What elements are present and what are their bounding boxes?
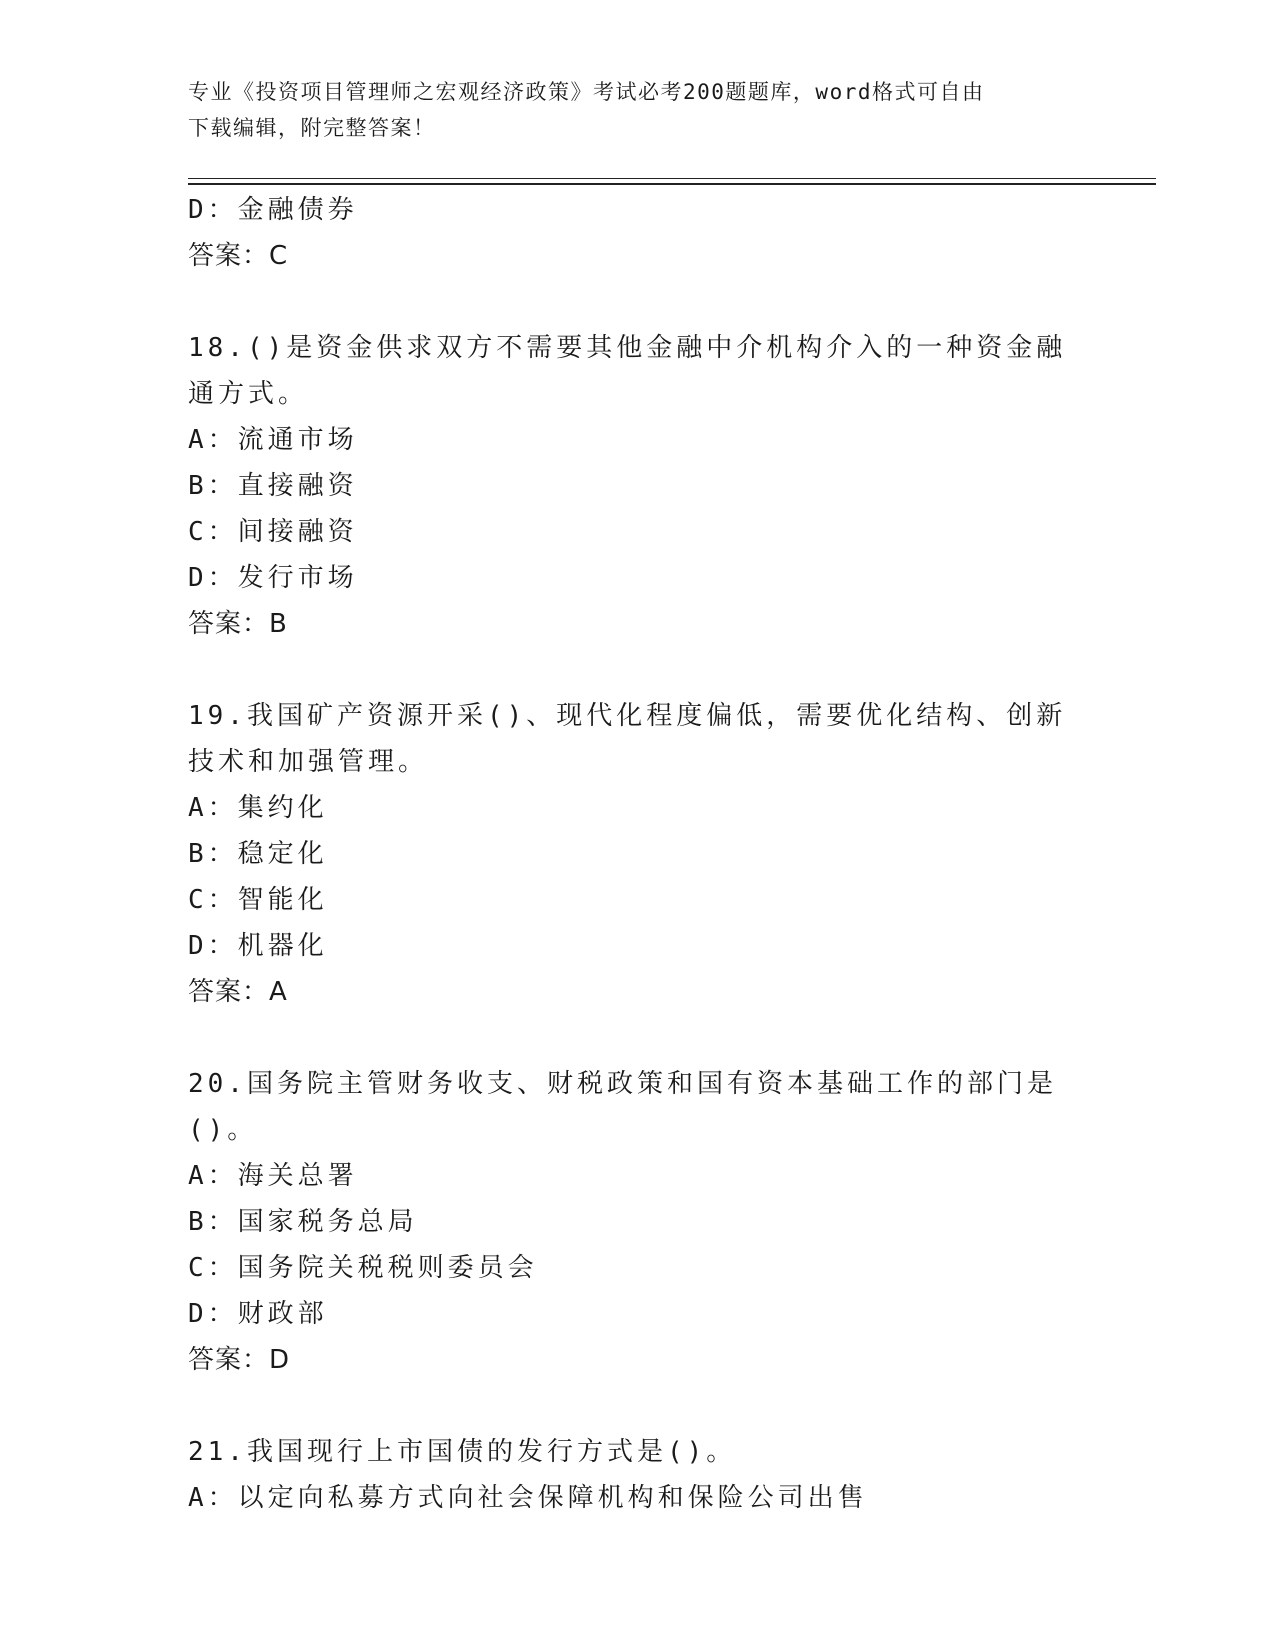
header-divider-thin <box>188 178 1156 179</box>
question-19 <box>188 693 1088 1015</box>
header-line-2: 下载编辑，附完整答案！ <box>188 116 436 140</box>
answer-line: 答案：D <box>188 1345 291 1375</box>
question-stem: 21.我国现行上市国债的发行方式是()。 <box>188 1437 737 1467</box>
answer-line: 答案：A <box>188 977 288 1007</box>
question-stem: 18.()是资金供求双方不需要其他金融中介机构介入的一种资金融通方式。 <box>188 333 1067 409</box>
question-stem: 19.我国矿产资源开采()、现代化程度偏低，需要优化结构、创新技术和加强管理。 <box>188 701 1067 777</box>
option-a: A：集约化 <box>188 793 328 823</box>
question-18 <box>188 325 1088 647</box>
option-d: D：机器化 <box>188 931 328 961</box>
previous-question-tail <box>188 187 1088 279</box>
option-c: C：智能化 <box>188 885 328 915</box>
option-d: D：发行市场 <box>188 563 358 593</box>
document-header <box>188 74 1088 146</box>
option-b: B：国家税务总局 <box>188 1207 418 1237</box>
option-b: B：稳定化 <box>188 839 328 869</box>
option-a: A：流通市场 <box>188 425 358 455</box>
option-d: D：金融债券 <box>188 195 358 225</box>
question-20 <box>188 1061 1088 1383</box>
option-c: C：国务院关税税则委员会 <box>188 1253 538 1283</box>
answer-line: 答案：C <box>188 241 289 271</box>
question-stem: 20.国务院主管财务收支、财税政策和国有资本基础工作的部门是()。 <box>188 1069 1057 1145</box>
answer-line: 答案：B <box>188 609 288 639</box>
header-divider-thick <box>188 183 1156 185</box>
question-21 <box>188 1429 1088 1521</box>
header-line-1: 专业《投资项目管理师之宏观经济政策》考试必考200题题库，word格式可自由 <box>188 80 985 104</box>
option-a: A：海关总署 <box>188 1161 358 1191</box>
option-c: C：间接融资 <box>188 517 358 547</box>
option-b: B：直接融资 <box>188 471 358 501</box>
question-list <box>188 187 1088 1521</box>
option-d: D：财政部 <box>188 1299 328 1329</box>
option-a: A：以定向私募方式向社会保障机构和保险公司出售 <box>188 1483 868 1513</box>
